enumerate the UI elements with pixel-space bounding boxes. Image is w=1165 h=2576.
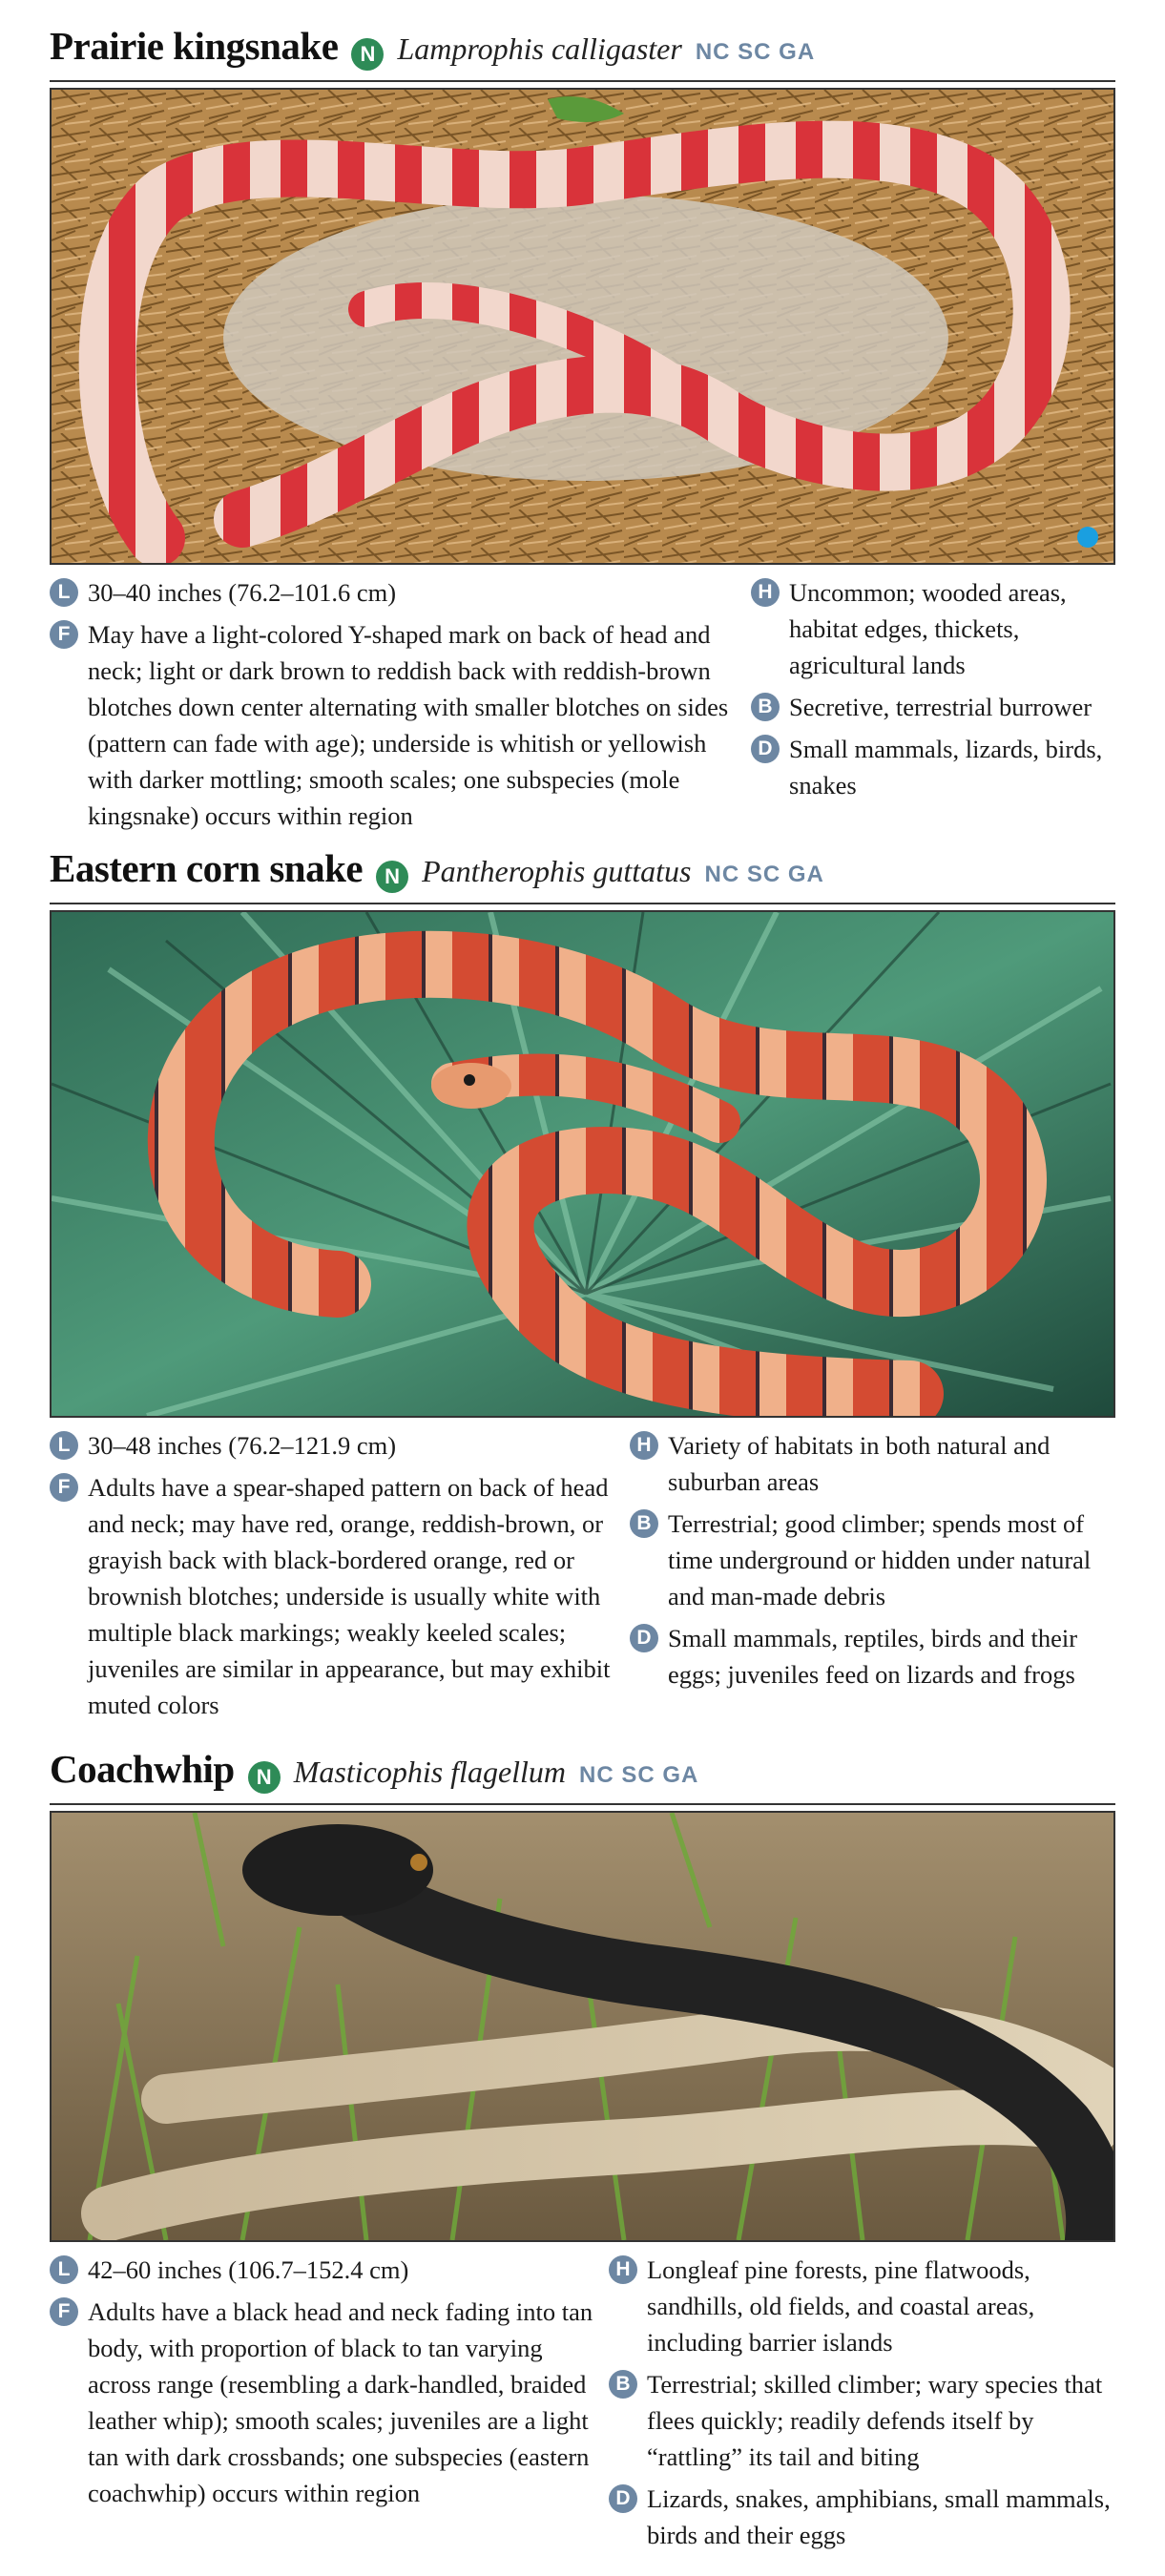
- behavior-text: Terrestrial; skilled climber; wary species that flees quickly; readily defends itself by “rattling” its tail and biting: [647, 2370, 1103, 2471]
- habitat-icon: H: [609, 2255, 637, 2284]
- state-range: NC SC GA: [695, 39, 816, 65]
- features-text: Adults have a spear-shaped pattern on back of head and neck; may have red, orange, reddish-brown, or grayish back with black-bordered orange, red or brownish blotches; underside is usually white with multiple black markings; weakly keeled scales; juveniles are similar in appearance, but may exhibit muted colors: [88, 1473, 611, 1719]
- habitat-text: Variety of habitats in both natural and suburban areas: [668, 1431, 1051, 1496]
- length-text: 30–40 inches (76.2–101.6 cm): [88, 578, 397, 607]
- native-badge-icon: N: [376, 861, 408, 893]
- behavior-icon: B: [751, 693, 780, 721]
- length-icon: L: [50, 578, 78, 607]
- length-icon: L: [50, 2255, 78, 2284]
- common-name: Eastern corn snake: [50, 846, 364, 890]
- diet-icon: D: [609, 2484, 637, 2513]
- diet-text: Lizards, snakes, amphibians, small mammals, birds and their eggs: [647, 2484, 1111, 2549]
- length-icon: L: [50, 1431, 78, 1460]
- habitat-entry: [609, 2252, 1115, 2360]
- details-left-column: [50, 2252, 609, 2553]
- behavior-icon: B: [630, 1509, 658, 1538]
- scientific-name: Masticophis flagellum: [293, 1755, 567, 1789]
- behavior-entry: [609, 2366, 1115, 2475]
- eastern-corn-snake-photo-illustration: [52, 912, 1113, 1416]
- features-icon: F: [50, 620, 78, 649]
- species-entry-coachwhip: [50, 1746, 1115, 2553]
- behavior-icon: B: [609, 2370, 637, 2399]
- species-header: [50, 1746, 1115, 1805]
- native-badge-icon: N: [351, 38, 384, 71]
- species-details: [50, 1427, 1115, 1723]
- diet-icon: D: [751, 735, 780, 763]
- diet-text: Small mammals, lizards, birds, snakes: [789, 735, 1103, 800]
- habitat-icon: H: [751, 578, 780, 607]
- habitat-icon: H: [630, 1431, 658, 1460]
- details-left-column: [50, 574, 751, 834]
- coachwhip-photo-illustration: [52, 1813, 1113, 2240]
- state-range: NC SC GA: [579, 1762, 699, 1788]
- details-right-column: [630, 1427, 1115, 1723]
- habitat-entry: [751, 574, 1115, 683]
- scientific-name: Lamprophis calligaster: [397, 31, 682, 66]
- length-text: 42–60 inches (106.7–152.4 cm): [88, 2255, 409, 2284]
- common-name: Coachwhip: [50, 1747, 235, 1791]
- native-badge-icon: N: [248, 1761, 281, 1794]
- details-right-column: [751, 574, 1115, 834]
- features-entry: [50, 2294, 609, 2511]
- state-range: NC SC GA: [704, 862, 824, 887]
- species-details: [50, 574, 1115, 834]
- features-text: May have a light-colored Y-shaped mark on back of head and neck; light or dark brown to reddish back with reddish-brown blotches down center alternating with smaller blotches on sides (pattern can fade with age); underside is whitish or yellowish with darker mottling; smooth scales; one subspecies (mole kingsnake) occurs within region: [88, 620, 729, 830]
- features-entry: [50, 1469, 630, 1723]
- diet-icon: D: [630, 1624, 658, 1652]
- features-text: Adults have a black head and neck fading into tan body, with proportion of black to tan varying across range (resembling a dark-handled, braided leather whip); smooth scales; juveniles are a light tan with dark crossbands; one subspecies (eastern coachwhip) occurs within region: [88, 2297, 593, 2507]
- length-entry: [50, 574, 751, 611]
- species-details: [50, 2252, 1115, 2553]
- diet-entry: [630, 1620, 1115, 1693]
- species-header: [50, 23, 1115, 82]
- prairie-kingsnake-photo-illustration: [52, 90, 1113, 563]
- species-photo: [50, 88, 1115, 565]
- behavior-entry: [630, 1506, 1115, 1614]
- details-left-column: [50, 1427, 630, 1723]
- species-entry-eastern-corn-snake: [50, 845, 1115, 1723]
- habitat-entry: [630, 1427, 1115, 1500]
- details-right-column: [609, 2252, 1115, 2553]
- species-photo: [50, 1811, 1115, 2242]
- length-text: 30–48 inches (76.2–121.9 cm): [88, 1431, 397, 1460]
- diet-text: Small mammals, reptiles, birds and their eggs; juveniles feed on lizards and frogs: [668, 1624, 1078, 1689]
- diet-entry: [751, 731, 1115, 803]
- features-icon: F: [50, 2297, 78, 2326]
- behavior-text: Terrestrial; good climber; spends most of time underground or hidden under natural and man-made debris: [668, 1509, 1092, 1610]
- species-photo: [50, 910, 1115, 1418]
- habitat-text: Longleaf pine forests, pine flatwoods, sandhills, old fields, and coastal areas, including barrier islands: [647, 2255, 1035, 2357]
- behavior-text: Secretive, terrestrial burrower: [789, 693, 1092, 721]
- scientific-name: Pantherophis guttatus: [422, 854, 692, 888]
- length-entry: [50, 1427, 630, 1464]
- features-icon: F: [50, 1473, 78, 1502]
- habitat-text: Uncommon; wooded areas, habitat edges, thickets, agricultural lands: [789, 578, 1067, 679]
- page-marker-dot: [1077, 527, 1098, 548]
- species-entry-prairie-kingsnake: [50, 23, 1115, 834]
- behavior-entry: [751, 689, 1115, 725]
- species-header: [50, 845, 1115, 904]
- length-entry: [50, 2252, 609, 2288]
- common-name: Prairie kingsnake: [50, 24, 339, 68]
- features-entry: [50, 616, 751, 834]
- diet-entry: [609, 2481, 1115, 2553]
